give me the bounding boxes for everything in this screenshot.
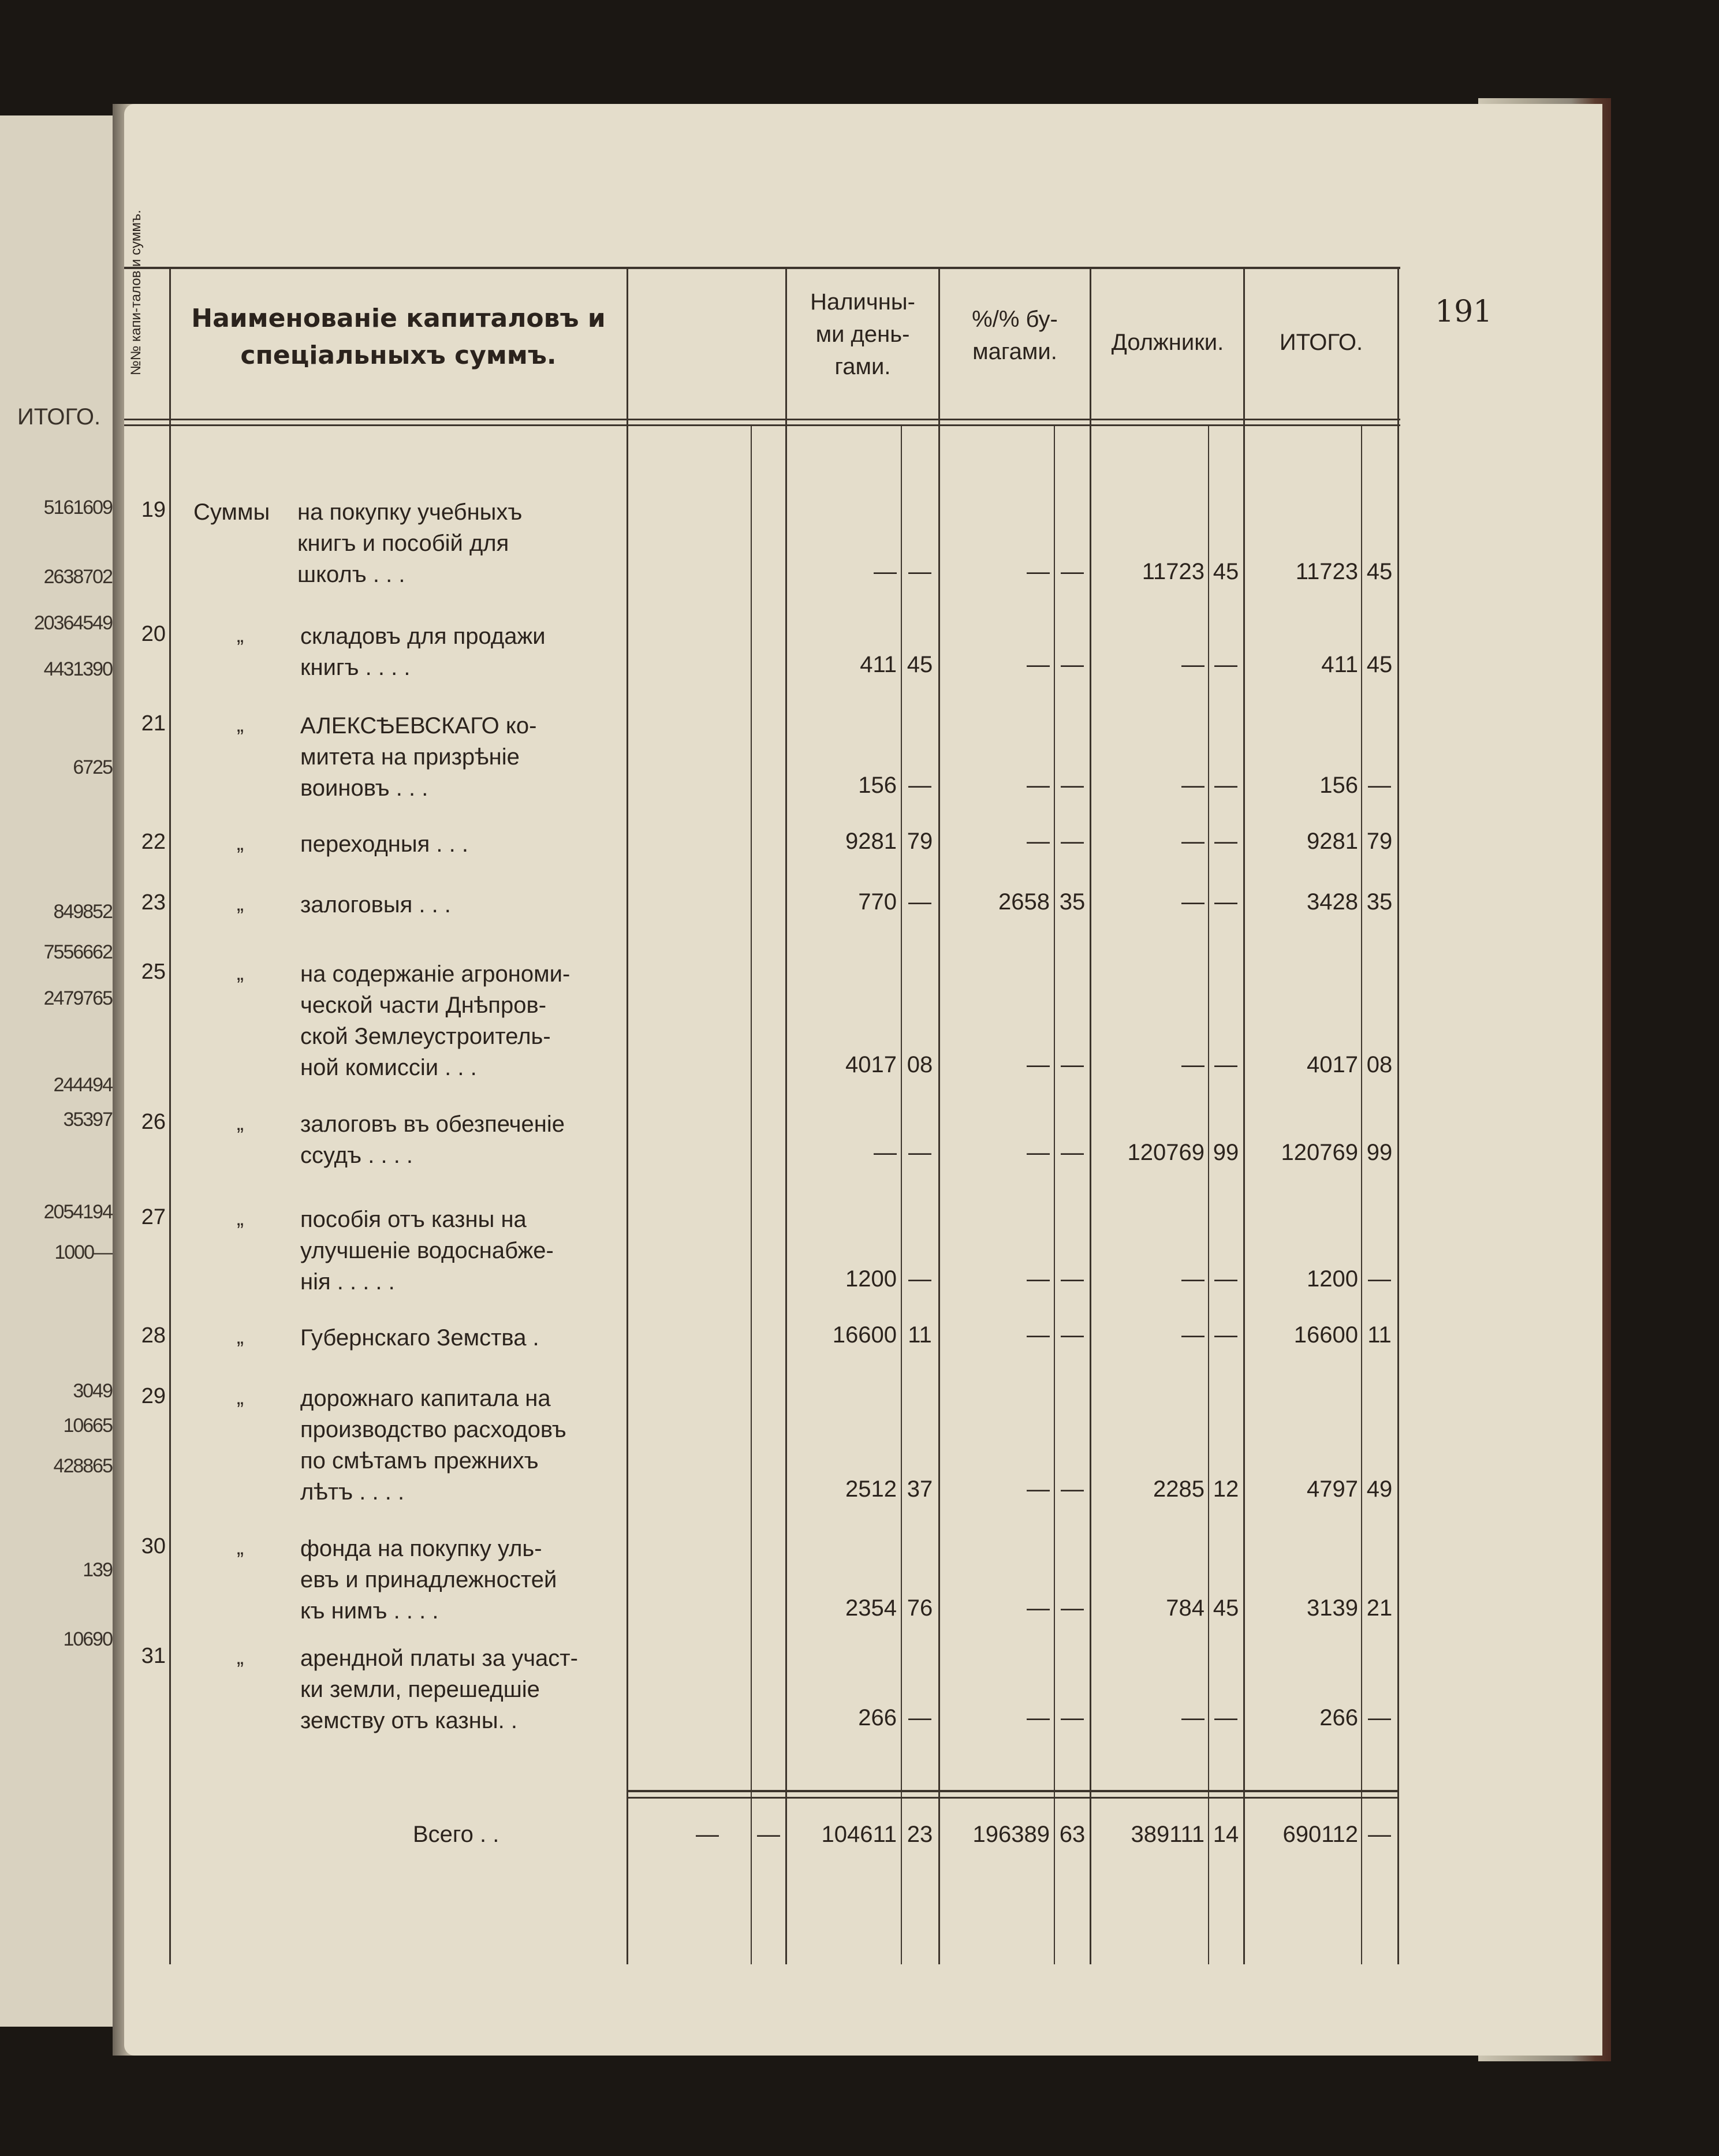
debtors-kopecks: —	[1214, 889, 1237, 915]
total-kopecks: 99	[1366, 1140, 1393, 1165]
total-kopecks: —	[1368, 1705, 1391, 1730]
cash-value: 770	[858, 889, 897, 915]
papers-value: —	[1027, 652, 1050, 677]
row-ditto-mark: „	[237, 961, 244, 984]
cash-kopecks: —	[908, 1266, 931, 1292]
rule-total-col	[1243, 267, 1245, 1964]
row-desc-line: производство расходовъ	[300, 1417, 566, 1442]
cash-value: 1200	[845, 1266, 897, 1292]
cash-value: —	[874, 1140, 897, 1165]
total-kopecks: 45	[1366, 652, 1393, 677]
cash-kopecks: —	[908, 1705, 931, 1730]
rule-number-col	[169, 267, 171, 1964]
rule-papers-kop	[1054, 424, 1055, 1964]
debtors-kopecks: 45	[1213, 1595, 1239, 1621]
cash-header-line1: Наличны-	[810, 289, 915, 315]
adjacent-page-value: 139	[83, 1559, 112, 1581]
papers-kopecks: 35	[1059, 889, 1086, 915]
rule-blank-kop	[751, 424, 752, 1964]
row-number: 20	[141, 622, 166, 646]
total-kopecks: 79	[1366, 829, 1393, 854]
adjacent-page-value: 7556662	[43, 941, 112, 963]
total-cash-kop: 23	[907, 1822, 933, 1847]
debtors-kopecks: —	[1214, 1266, 1237, 1292]
total-value: 4797	[1307, 1476, 1358, 1502]
total-kopecks: 35	[1366, 889, 1393, 915]
row-ditto-mark: „	[237, 831, 244, 855]
adjacent-page-value: 1000—	[54, 1241, 112, 1263]
total-papers: 196389	[972, 1822, 1050, 1847]
cash-value: 16600	[832, 1322, 897, 1348]
total-blank: —	[696, 1822, 719, 1847]
row-ditto-mark: „	[237, 1385, 244, 1409]
total-value: 120769	[1281, 1140, 1358, 1165]
papers-kopecks: —	[1061, 1266, 1084, 1292]
row-desc-line: ческой части Днѣпров-	[300, 993, 547, 1018]
row-desc-line: переходныя . . .	[300, 831, 468, 857]
total-value: 1200	[1307, 1266, 1358, 1292]
row-desc-line: по смѣтамъ прежнихъ	[300, 1448, 539, 1474]
row-desc-line: ки земли, перешедшiе	[300, 1677, 540, 1702]
total-value: 9281	[1307, 829, 1358, 854]
papers-value: 2658	[998, 889, 1050, 915]
cash-kopecks: 08	[907, 1052, 933, 1077]
total-kopecks: —	[1368, 1266, 1391, 1292]
debtors-kopecks: 99	[1213, 1140, 1239, 1165]
debtors-kopecks: —	[1214, 829, 1237, 854]
papers-kopecks: —	[1061, 1052, 1084, 1077]
row-desc-line: арендной платы за участ-	[300, 1646, 578, 1671]
row-desc-line: къ нимъ . . . .	[300, 1598, 439, 1624]
papers-header-line1: %/% бу-	[972, 307, 1058, 332]
papers-kopecks: —	[1061, 559, 1084, 584]
debtors-kopecks: —	[1214, 1052, 1237, 1077]
debtors-kopecks: —	[1214, 652, 1237, 677]
rule-desc-col	[627, 267, 628, 1964]
debtors-value: —	[1181, 829, 1205, 854]
adjacent-page-value: 2479765	[43, 987, 112, 1009]
cash-value: 411	[860, 652, 897, 677]
total-value: 16600	[1293, 1322, 1358, 1348]
total-papers-kop: 63	[1059, 1822, 1086, 1847]
row-desc-line: митета на призрѣнiе	[300, 744, 520, 770]
row-desc-line: пособiя отъ казны на	[300, 1207, 527, 1232]
row-desc-line: лѣтъ . . . .	[300, 1479, 405, 1505]
cash-value: —	[874, 559, 897, 584]
adjacent-page-value: 10665	[63, 1415, 112, 1437]
ledger-page	[124, 104, 1602, 2056]
row-desc-line: улучшенiе водоснабже-	[300, 1238, 554, 1263]
row-number: 25	[141, 960, 166, 984]
row-desc-line: ссудъ . . . .	[300, 1143, 413, 1168]
total-kopecks: 49	[1366, 1476, 1393, 1502]
total-blank-kop: —	[757, 1822, 780, 1847]
row-number: 26	[141, 1110, 166, 1134]
row-desc-line: школъ . . .	[297, 562, 405, 587]
row-desc-line: залоговыя . . .	[300, 892, 451, 917]
total-debtors: 389111	[1131, 1822, 1205, 1847]
debtors-kopecks: 12	[1213, 1476, 1239, 1502]
debtors-value: 2285	[1153, 1476, 1205, 1502]
cash-kopecks: 37	[907, 1476, 933, 1502]
total-label: Всего . .	[413, 1822, 499, 1847]
papers-value: —	[1027, 1705, 1050, 1730]
papers-value: —	[1027, 1266, 1050, 1292]
papers-value: —	[1027, 559, 1050, 584]
adjacent-page-header: ИТОГО.	[17, 404, 101, 430]
total-value: 156	[1319, 773, 1358, 798]
papers-value: —	[1027, 1476, 1050, 1502]
total-kopecks: —	[1368, 773, 1391, 798]
cash-kopecks: 76	[907, 1595, 933, 1621]
total-value: 411	[1321, 652, 1358, 677]
cash-kopecks: 79	[907, 829, 933, 854]
adjacent-page-value: 4431390	[43, 658, 112, 680]
total-value: 3428	[1307, 889, 1358, 915]
row-number: 19	[141, 498, 166, 522]
row-desc-line: АЛЕКСѢЕВСКАГО ко-	[300, 713, 537, 738]
debtors-value: —	[1181, 1266, 1205, 1292]
row-number: 28	[141, 1323, 166, 1348]
debtors-value: 11723	[1142, 559, 1205, 584]
row-ditto-mark: „	[237, 892, 244, 915]
papers-value: —	[1027, 1322, 1050, 1348]
cash-kopecks: —	[908, 773, 931, 798]
adjacent-page-value: 10690	[63, 1628, 112, 1650]
total-kopecks: 21	[1366, 1595, 1393, 1621]
rule-total-kop	[1361, 424, 1362, 1964]
adjacent-page-value: 5161609	[43, 497, 112, 519]
papers-kopecks: —	[1061, 829, 1084, 854]
row-ditto-mark: „	[237, 713, 244, 736]
row-desc-line: на покупку учебныхъ	[297, 499, 523, 525]
total-kopecks: 08	[1366, 1052, 1393, 1077]
papers-value: —	[1027, 773, 1050, 798]
debtors-value: —	[1181, 1052, 1205, 1077]
total-column-header: ИТОГО.	[1279, 330, 1363, 355]
cash-value: 2354	[845, 1595, 897, 1621]
row-ditto-mark: „	[237, 1645, 244, 1669]
debtors-value: —	[1181, 1705, 1205, 1730]
total-total: 690112	[1282, 1822, 1358, 1847]
row-desc-line: книгъ . . . .	[300, 655, 411, 680]
row-desc-line: нiя . . . . .	[300, 1269, 395, 1295]
adjacent-page-value: 20364549	[33, 612, 112, 634]
total-value: 4017	[1307, 1052, 1358, 1077]
cash-kopecks: —	[908, 1140, 931, 1165]
cash-kopecks: 45	[907, 652, 933, 677]
total-value: 3139	[1307, 1595, 1358, 1621]
table-top-rule	[124, 267, 1400, 269]
cash-value: 4017	[845, 1052, 897, 1077]
cash-column-header	[788, 286, 937, 383]
adjacent-page-value: 849852	[53, 901, 112, 923]
total-top-rule	[627, 1790, 1399, 1792]
adjacent-page-value: 6725	[73, 756, 112, 778]
row-desc-line: складовъ для продажи	[300, 624, 546, 649]
total-top-rule-2	[627, 1797, 1399, 1799]
cash-kopecks: 11	[908, 1322, 932, 1348]
row-number: 23	[141, 890, 166, 915]
total-debtors-kop: 14	[1213, 1822, 1239, 1847]
row-ditto-mark: „	[237, 623, 244, 647]
debtors-kopecks: 45	[1213, 559, 1239, 584]
name-header-line1: Наименованiе капиталовъ и	[191, 304, 606, 333]
total-value: 266	[1319, 1705, 1358, 1730]
debtors-value: —	[1181, 1322, 1205, 1348]
row-ditto-mark: „	[237, 1206, 244, 1230]
row-ditto-mark: „	[237, 1111, 244, 1135]
papers-value: —	[1027, 1140, 1050, 1165]
papers-kopecks: —	[1061, 1322, 1084, 1348]
papers-kopecks: —	[1061, 1140, 1084, 1165]
rule-debtors-kop	[1208, 424, 1209, 1964]
papers-value: —	[1027, 1052, 1050, 1077]
header-bottom-rule	[124, 419, 1400, 420]
page-number: 191	[1435, 294, 1493, 329]
debtors-kopecks: —	[1214, 773, 1237, 798]
adjacent-page	[0, 115, 115, 2027]
row-number: 30	[141, 1534, 166, 1558]
row-desc-line: ной комиссiи . . .	[300, 1055, 477, 1080]
cash-value: 156	[858, 773, 897, 798]
papers-column-header	[941, 303, 1088, 368]
row-desc-line: фонда на покупку уль-	[300, 1536, 542, 1561]
row-number: 22	[141, 830, 166, 854]
row-desc-line: Губернскаго Земства .	[300, 1325, 539, 1351]
adjacent-page-value: 244494	[53, 1074, 112, 1096]
papers-kopecks: —	[1061, 773, 1084, 798]
row-number: 29	[141, 1384, 166, 1408]
debtors-kopecks: —	[1214, 1322, 1237, 1348]
rule-right	[1397, 267, 1399, 1964]
rule-cash-kop	[901, 424, 902, 1964]
total-kopecks: 45	[1366, 559, 1393, 584]
debtors-value: 784	[1166, 1595, 1205, 1621]
papers-value: —	[1027, 829, 1050, 854]
debtors-value: —	[1181, 773, 1205, 798]
row-desc-line: ской Землеустроитель-	[300, 1024, 551, 1049]
row-number: 21	[141, 711, 166, 736]
row-desc-line: земству отъ казны. .	[300, 1708, 517, 1733]
row-desc-line: евъ и принадлежностей	[300, 1567, 557, 1592]
row-ditto-mark: „	[237, 1535, 244, 1559]
total-value: 11723	[1295, 559, 1358, 584]
papers-value: —	[1027, 1595, 1050, 1621]
row-ditto-mark: „	[237, 1325, 244, 1348]
papers-kopecks: —	[1061, 1595, 1084, 1621]
total-cash: 104611	[821, 1822, 897, 1847]
row-desc-line: дорожнаго капитала на	[300, 1386, 551, 1411]
debtors-value: —	[1181, 889, 1205, 915]
cash-kopecks: —	[908, 889, 931, 915]
name-header-line2: спецiальныхъ суммъ.	[240, 341, 557, 370]
cash-kopecks: —	[908, 559, 931, 584]
row-number: 27	[141, 1205, 166, 1229]
row-desc-line: книгъ и пособiй для	[297, 531, 509, 556]
debtors-value: 120769	[1127, 1140, 1205, 1165]
adjacent-page-value: 3049	[73, 1380, 112, 1402]
debtors-kopecks: —	[1214, 1705, 1237, 1730]
adjacent-page-value: 428865	[53, 1455, 112, 1477]
cash-value: 2512	[845, 1476, 897, 1502]
papers-kopecks: —	[1061, 1705, 1084, 1730]
total-kopecks: 11	[1367, 1322, 1392, 1348]
row-desc-line: воиновъ . . .	[300, 775, 428, 801]
cash-value: 9281	[845, 829, 897, 854]
row-number: 31	[141, 1644, 166, 1668]
cash-header-line3: гами.	[834, 354, 891, 379]
papers-kopecks: —	[1061, 652, 1084, 677]
cash-value: 266	[858, 1705, 897, 1730]
adjacent-page-value: 2054194	[43, 1201, 112, 1223]
row-prefix: Суммы	[193, 499, 270, 525]
adjacent-page-value: 35397	[63, 1109, 112, 1131]
papers-kopecks: —	[1061, 1476, 1084, 1502]
name-column-header	[179, 300, 618, 374]
number-column-header: №№ капи-талов и суммъ.	[128, 210, 144, 375]
row-desc-line: залоговъ въ обезпеченiе	[300, 1111, 565, 1137]
cash-header-line2: ми день-	[815, 322, 910, 347]
row-desc-line: на содержанiе агрономи-	[300, 961, 570, 987]
debtors-column-header: Должники.	[1111, 330, 1224, 355]
rule-debtors-col	[1090, 267, 1091, 1964]
debtors-value: —	[1181, 652, 1205, 677]
adjacent-page-value: 2638702	[43, 566, 112, 588]
total-total-kop: —	[1368, 1822, 1391, 1847]
papers-header-line2: магами.	[972, 339, 1057, 364]
